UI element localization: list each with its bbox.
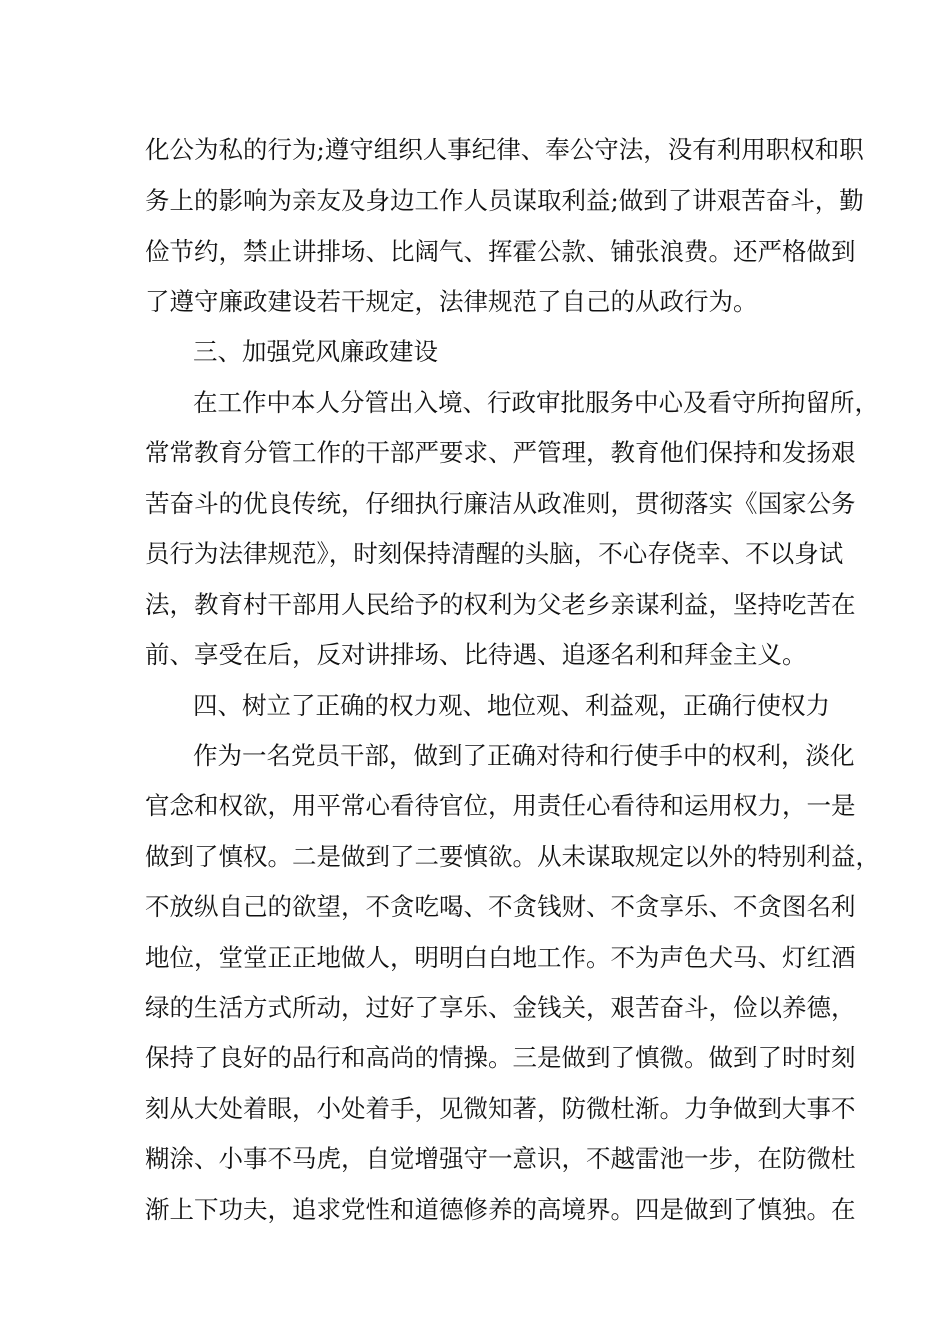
text-line: 法，教育村干部用人民给予的权利为父老乡亲谋利益，坚持吃苦在	[145, 590, 856, 619]
text-line: 保持了良好的品行和高尚的情操。三是做到了慎微。做到了时时刻	[145, 1043, 856, 1072]
text-line: 员行为法律规范》，时刻保持清醒的头脑，不心存侥幸、不以身试	[145, 539, 844, 568]
text-line: 糊涂、小事不马虎，自觉增强守一意识，不越雷池一步，在防微杜	[145, 1144, 856, 1173]
text-line: 务上的影响为亲友及身边工作人员谋取利益;做到了讲艰苦奋斗，勤	[145, 186, 864, 215]
section-heading: 三、加强党风廉政建设	[193, 337, 438, 366]
text-line: 苦奋斗的优良传统，仔细执行廉洁从政准则，贯彻落实《国家公务	[145, 489, 856, 518]
text-line: 俭节约，禁止讲排场、比阔气、挥霍公款、铺张浪费。还严格做到	[145, 237, 856, 266]
text-line: 刻从大处着眼，小处着手，见微知著，防微杜渐。力争做到大事不	[145, 1094, 856, 1123]
text-line: 在工作中本人分管出入境、行政审批服务中心及看守所拘留所，	[193, 388, 879, 417]
section-heading: 四、树立了正确的权力观、地位观、利益观，正确行使权力	[193, 691, 830, 720]
text-line: 做到了慎权。二是做到了二要慎欲。从未谋取规定以外的特别利益，	[145, 842, 880, 871]
text-line: 地位，堂堂正正地做人，明明白白地工作。不为声色犬马、灯红酒	[145, 943, 856, 972]
text-line: 不放纵自己的欲望，不贪吃喝、不贪钱财、不贪享乐、不贪图名利	[145, 892, 856, 921]
text-line: 了遵守廉政建设若干规定，法律规范了自己的从政行为。	[145, 287, 758, 316]
text-line: 作为一名党员干部，做到了正确对待和行使手中的权利，淡化	[193, 741, 855, 770]
text-line: 化公为私的行为;遵守组织人事纪律、奉公守法，没有利用职权和职	[145, 135, 864, 164]
text-line: 常常教育分管工作的干部严要求、严管理，教育他们保持和发扬艰	[145, 438, 856, 467]
text-line: 渐上下功夫，追求党性和道德修养的高境界。四是做到了慎独。在	[145, 1195, 856, 1224]
text-line: 前、享受在后，反对讲排场、比待遇、追逐名利和拜金主义。	[145, 640, 807, 669]
text-line: 官念和权欲，用平常心看待官位，用责任心看待和运用权力，一是	[145, 791, 856, 820]
text-line: 绿的生活方式所动，过好了享乐、金钱关，艰苦奋斗，俭以养德，	[145, 993, 856, 1022]
